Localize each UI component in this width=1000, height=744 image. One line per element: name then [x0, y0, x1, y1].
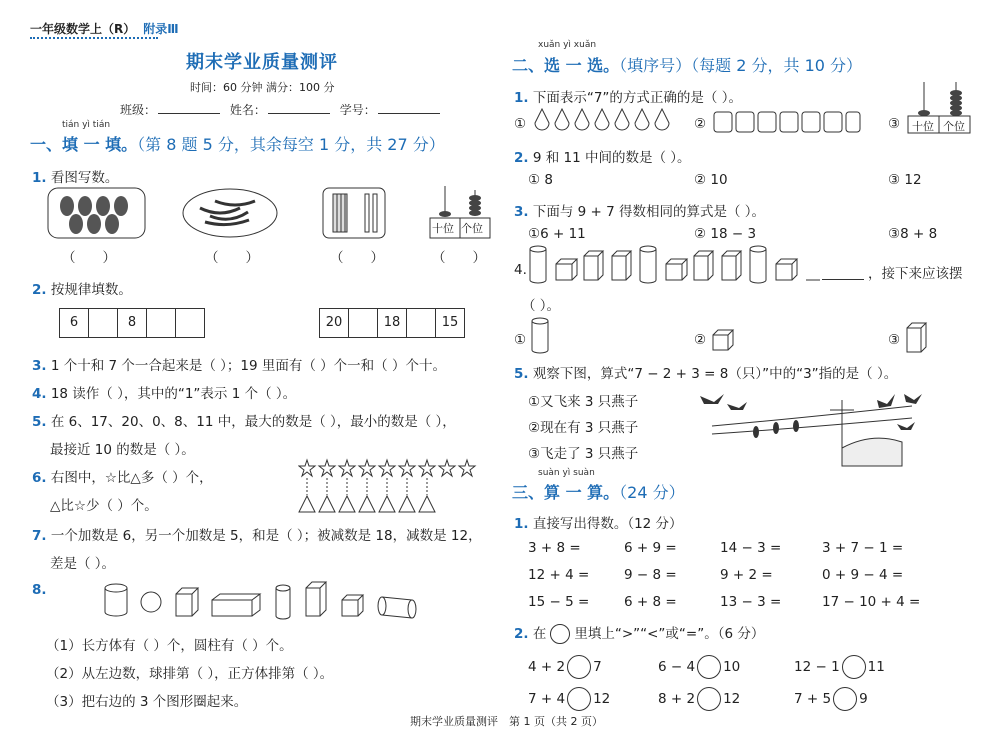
- seq-cell[interactable]: 8: [117, 308, 147, 338]
- class-field[interactable]: [158, 113, 220, 114]
- s2-q4-num: 4.: [514, 262, 527, 278]
- exam-title: 期末学业质量测评: [186, 52, 338, 73]
- calc-item: 3 + 7 − 1 =: [822, 540, 904, 556]
- s2-q3: 3. 下面与 9 + 7 得数相同的算式是（ ）。: [514, 204, 766, 220]
- abacus-label-tens: 十位: [432, 222, 454, 235]
- s3-q2: 2. 在 里填上“>”“<”或“=”。（6 分）: [514, 626, 765, 642]
- sec2-heading: 二、选 一 选。（填序号）（每题 2 分，共 10 分）: [512, 56, 863, 75]
- s2-q1: 1. 下面表示“7”的方式正确的是（ ）。: [514, 90, 742, 106]
- seq-cell[interactable]: 20: [319, 308, 349, 338]
- sequence-row-1: [60, 308, 205, 338]
- calc-item: 6 + 8 =: [624, 594, 677, 610]
- s1-q1-figures: [45, 186, 505, 246]
- compare-item: 6 − 4 10: [658, 655, 740, 679]
- stars-triangles-figure: [298, 458, 488, 516]
- s3-q1: 1. 直接写出得数。（12 分）: [514, 516, 683, 532]
- seq-cell[interactable]: [146, 308, 176, 338]
- calc-item: 6 + 9 =: [624, 540, 677, 556]
- cube-option-figure: [711, 328, 737, 352]
- sec3-pinyin: suàn yì suàn: [538, 468, 595, 478]
- s1-q8: 8.: [32, 582, 47, 598]
- s2-q5-opt2[interactable]: ②现在有 3 只燕子: [528, 420, 639, 436]
- sec2-pinyin: xuǎn yì xuǎn: [538, 40, 597, 50]
- s2-q5: 5. 观察下图，算式“7 − 2 + 3 = 8（只）”中的“3”指的是（ ）。: [514, 366, 898, 382]
- calc-item: 14 − 3 =: [720, 540, 782, 556]
- student-info: 班级： 姓名： 学号：: [120, 101, 446, 118]
- s2-q4-tail: ，接下来应该摆: [868, 266, 963, 282]
- s1-q6: 6. 右图中，☆比△多（ ）个，: [32, 470, 213, 486]
- s2-q2-opt2[interactable]: ② 10: [694, 172, 728, 188]
- s2-q1-opt3[interactable]: ③: [888, 116, 901, 132]
- compare-item: 12 − 1 11: [794, 655, 885, 679]
- seq-cell[interactable]: 15: [435, 308, 465, 338]
- s2-q4-opt2[interactable]: ②: [694, 332, 707, 348]
- seq-cell[interactable]: [175, 308, 205, 338]
- swallows-figure: [692, 388, 924, 468]
- s2-q4-line2: （ ）。: [522, 298, 561, 314]
- s2-q3-opt3[interactable]: ③8 + 8: [888, 226, 938, 242]
- s1-q7-line2: 差是（ ）。: [50, 556, 116, 572]
- header-divider: [30, 37, 158, 39]
- sec1-pinyin: tián yì tián: [62, 120, 111, 130]
- page-footer: 期末学业质量测评 第 1 页（共 2 页）: [410, 715, 603, 728]
- s2-q5-opt3[interactable]: ③飞走了 3 只燕子: [528, 446, 639, 462]
- sequence-row-2: [320, 308, 465, 338]
- calc-item: 17 − 10 + 4 =: [822, 594, 921, 610]
- s1-q3: 3. 1 个十和 7 个一合起来是（ ）；19 里面有（ ）个一和（ ）个十。: [32, 358, 446, 374]
- calc-item: 3 + 8 =: [528, 540, 581, 556]
- s1-q5-line2: 最接近 10 的数是（ ）。: [50, 442, 195, 458]
- abacus-label-tens: 十位: [912, 120, 934, 133]
- s1-q8-c: （3）把右边的 3 个图形圈起来。: [46, 694, 248, 710]
- s2-q1-opt1[interactable]: ①: [514, 116, 527, 132]
- id-field[interactable]: [378, 113, 440, 114]
- s1-q7: 7. 一个加数是 6，另一个加数是 5，和是（ ）；被减数是 18，减数是 12，: [32, 528, 482, 544]
- s1-q4: 4. 18 读作（ ），其中的“1”表示 1 个（ ）。: [32, 386, 297, 402]
- compare-circle[interactable]: [833, 687, 857, 711]
- cuboid-option-figure: [905, 320, 929, 354]
- compare-item: 7 + 4 12: [528, 687, 610, 711]
- answer-paren[interactable]: （ ）: [432, 250, 486, 266]
- calc-item: 9 + 2 =: [720, 567, 773, 583]
- s2-q5-opt1[interactable]: ①又飞来 3 只燕子: [528, 394, 639, 410]
- calc-item: 15 − 5 =: [528, 594, 590, 610]
- book-header: 一年级数学上（R） 附录Ⅲ: [30, 22, 179, 36]
- cups-figure: [712, 110, 862, 134]
- calc-item: 9 − 8 =: [624, 567, 677, 583]
- s2-q2-opt3[interactable]: ③ 12: [888, 172, 922, 188]
- s1-q8-b: （2）从左边数，球排第（ ），正方体排第（ ）。: [46, 666, 334, 682]
- exam-meta: 时间：60 分钟 满分：100 分: [190, 81, 335, 94]
- s2-q2-opt1[interactable]: ① 8: [528, 172, 553, 188]
- calc-item: 12 + 4 =: [528, 567, 590, 583]
- answer-paren[interactable]: （ ）: [330, 250, 384, 266]
- calc-item: 0 + 9 − 4 =: [822, 567, 904, 583]
- s1-q6-line2: △比☆少（ ）个。: [50, 498, 158, 514]
- s1-q1: 1. 看图写数。: [32, 170, 119, 186]
- s2-q3-opt1[interactable]: ①6 + 11: [528, 226, 586, 242]
- compare-item: 4 + 2 7: [528, 655, 602, 679]
- abacus-label-ones: 个位: [461, 222, 483, 235]
- pattern-answer-blank[interactable]: [822, 279, 864, 280]
- pears-figure: [532, 106, 672, 134]
- sec3-heading: 三、算 一 算。（24 分）: [512, 483, 685, 502]
- seq-cell[interactable]: [88, 308, 118, 338]
- s1-q2: 2. 按规律填数。: [32, 282, 132, 298]
- s2-q1-opt2[interactable]: ②: [694, 116, 707, 132]
- sec1-heading: 一、填 一 填。（第 8 题 5 分，其余每空 1 分，共 27 分）: [30, 135, 445, 154]
- seq-cell[interactable]: [348, 308, 378, 338]
- seq-cell[interactable]: [406, 308, 436, 338]
- abacus-label-ones: 个位: [943, 120, 965, 133]
- name-field[interactable]: [268, 113, 330, 114]
- answer-paren[interactable]: （ ）: [205, 250, 259, 266]
- s2-q4-opt3[interactable]: ③: [888, 332, 901, 348]
- answer-paren[interactable]: （ ）: [62, 250, 116, 266]
- cylinder-option-figure: [530, 316, 552, 356]
- compare-circle[interactable]: [697, 655, 721, 679]
- s1-q5: 5. 在 6、17、20、0、8、11 中，最大的数是（ ），最小的数是（ ），: [32, 414, 456, 430]
- compare-circle[interactable]: [567, 655, 591, 679]
- s2-q2: 2. 9 和 11 中间的数是（ ）。: [514, 150, 691, 166]
- seq-cell[interactable]: 6: [59, 308, 89, 338]
- pattern-shapes-figure: [528, 244, 820, 286]
- s2-q3-opt2[interactable]: ② 18 − 3: [694, 226, 757, 242]
- compare-item: 8 + 2 12: [658, 687, 740, 711]
- seq-cell[interactable]: 18: [377, 308, 407, 338]
- compare-circle[interactable]: [567, 687, 591, 711]
- compare-item: 7 + 5 9: [794, 687, 868, 711]
- solid-shapes-figure: [100, 580, 422, 624]
- s2-q4-opt1[interactable]: ①: [514, 332, 527, 348]
- compare-circle[interactable]: [697, 687, 721, 711]
- compare-circle[interactable]: [842, 655, 866, 679]
- calc-item: 13 − 3 =: [720, 594, 782, 610]
- s1-q8-a: （1）长方体有（ ）个，圆柱有（ ）个。: [46, 638, 293, 654]
